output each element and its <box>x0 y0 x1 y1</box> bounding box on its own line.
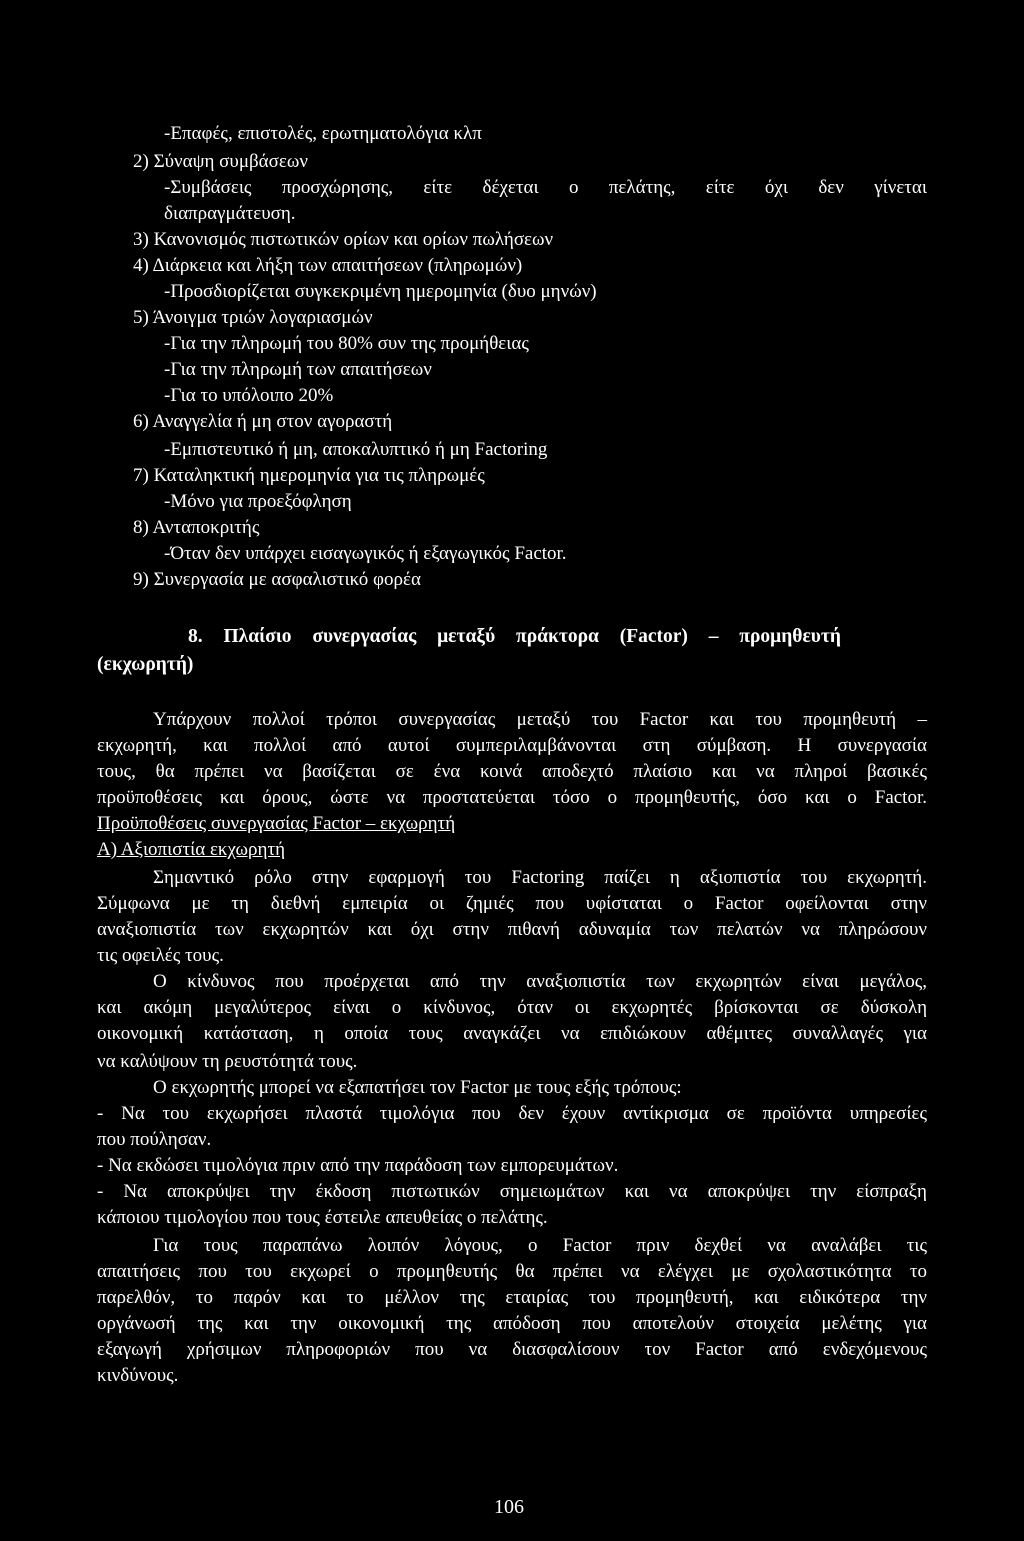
paragraph-line: οικονομική κατάσταση, η οποία τους αναγκάζει να επιδιώκουν αθέμιτες συναλλαγές για <box>97 1023 927 1044</box>
list-item-6: 6) Αναγγελία ή μη στον αγοραστή <box>133 411 393 432</box>
paragraph-line: Ο κίνδυνος που προέρχεται από την αναξιοπιστία των εκχωρητών είναι μεγάλος, <box>153 971 927 992</box>
list-item-2: 2) Σύναψη συμβάσεων <box>133 151 308 172</box>
paragraph-line: οργάνωσή της και την οικονομική της απόδοση που αποτελούν στοιχεία μελέτης για <box>97 1313 927 1334</box>
paragraph-line: εκχωρητή, και πολλοί από αυτοί συμπεριλαμβάνονται στη σύμβαση. Η συνεργασία <box>97 735 927 756</box>
paragraph-line: και ακόμη μεγαλύτερος είναι ο κίνδυνος, όταν οι εκχωρητές βρίσκονται σε δύσκολη <box>97 997 927 1018</box>
paragraph-line: κάποιου τιμολογίου που τους έστειλε απευθείας ο πελάτης. <box>97 1207 548 1228</box>
paragraph-line: να καλύψουν τη ρευστότητά τους. <box>97 1051 358 1072</box>
paragraph-line: τις οφειλές τους. <box>97 945 224 966</box>
paragraph-line: Ο εκχωρητής μπορεί να εξαπατήσει τον Factor με τους εξής τρόπους: <box>153 1077 682 1098</box>
paragraph-line: Για τους παραπάνω λοιπόν λόγους, ο Factor πριν δεχθεί να αναλάβει τις <box>153 1235 927 1256</box>
paragraph-line: τους, θα πρέπει να βασίζεται σε ένα κοινά αποδεχτό πλαίσιο και να πληροί βασικές <box>97 761 927 782</box>
list-line: -Προσδιορίζεται συγκεκριμένη ημερομηνία (δυο μηνών) <box>164 281 597 302</box>
paragraph-line: - Να του εκχωρήσει πλαστά τιμολόγια που δεν έχουν αντίκρισμα σε προϊόντα υπηρεσίες <box>97 1103 927 1124</box>
list-item-5: 5) Άνοιγμα τριών λογαριασμών <box>133 307 373 328</box>
list-item-3: 3) Κανονισμός πιστωτικών ορίων και ορίων πωλήσεων <box>133 229 554 250</box>
paragraph-line: παρελθόν, το παρόν και το μέλλον της εταιρίας του προμηθευτή, και ειδικότερα την <box>97 1287 927 1308</box>
list-line: -Για την πληρωμή του 80% συν της προμήθειας <box>164 333 529 354</box>
list-item-9: 9) Συνεργασία με ασφαλιστικό φορέα <box>133 569 421 590</box>
list-line: -Όταν δεν υπάρχει εισαγωγικός ή εξαγωγικός Factor. <box>164 543 567 564</box>
paragraph-line: κινδύνους. <box>97 1365 179 1386</box>
list-line: -Συμβάσεις προσχώρησης, είτε δέχεται ο πελάτης, είτε όχι δεν γίνεται <box>164 177 927 198</box>
subheading-conditions: Προϋποθέσεις συνεργασίας Factor – εκχωρητή <box>97 813 456 834</box>
paragraph-line: αναξιοπιστία των εκχωρητών και όχι στην πιθανή αδυναμία των πελατών να πληρώσουν <box>97 919 927 940</box>
list-line: -Για το υπόλοιπο 20% <box>164 385 334 406</box>
paragraph-line: που πούλησαν. <box>97 1129 212 1150</box>
section-heading: 8. Πλαίσιο συνεργασίας μεταξύ πράκτορα (Factor) – προμηθευτή <box>188 626 841 647</box>
list-line: διαπραγμάτευση. <box>164 203 296 224</box>
list-item-4: 4) Διάρκεια και λήξη των απαιτήσεων (πληρωμών) <box>133 255 523 276</box>
paragraph-line: Σύμφωνα με τη διεθνή εμπειρία οι ζημιές που υφίσταται ο Factor οφείλονται στην <box>97 893 927 914</box>
list-line: -Επαφές, επιστολές, ερωτηματολόγια κλπ <box>164 123 482 144</box>
paragraph-line: Υπάρχουν πολλοί τρόποι συνεργασίας μεταξύ του Factor και του προμηθευτή – <box>153 709 927 730</box>
page-number: 106 <box>494 1496 524 1518</box>
paragraph-line: προϋποθέσεις και όρους, ώστε να προστατεύεται τόσο ο προμηθευτής, όσο και ο Factor. <box>97 787 927 808</box>
list-line: -Εμπιστευτικό ή μη, αποκαλυπτικό ή μη Factoring <box>164 439 548 460</box>
subheading-reliability: Α) Αξιοπιστία εκχωρητή <box>97 839 286 860</box>
paragraph-line: Σημαντικό ρόλο στην εφαρμογή του Factoring παίζει η αξιοπιστία του εκχωρητή. <box>153 867 927 888</box>
section-heading-cont: (εκχωρητή) <box>97 654 194 675</box>
list-line: -Για την πληρωμή των απαιτήσεων <box>164 359 432 380</box>
paragraph-line: - Να αποκρύψει την έκδοση πιστωτικών σημειωμάτων και να αποκρύψει την είσπραξη <box>97 1181 927 1202</box>
list-line: -Μόνο για προεξόφληση <box>164 491 352 512</box>
paragraph-line: απαιτήσεις που του εκχωρεί ο προμηθευτής θα πρέπει να ελέγχει με σχολαστικότητα το <box>97 1261 927 1282</box>
paragraph-line: - Να εκδώσει τιμολόγια πριν από την παράδοση των εμπορευμάτων. <box>97 1155 619 1176</box>
list-item-8: 8) Ανταποκριτής <box>133 517 260 538</box>
list-item-7: 7) Καταληκτική ημερομηνία για τις πληρωμές <box>133 465 485 486</box>
paragraph-line: εξαγωγή χρήσιμων πληροφοριών που να διασφαλίσουν τον Factor από ενδεχόμενους <box>97 1339 927 1360</box>
